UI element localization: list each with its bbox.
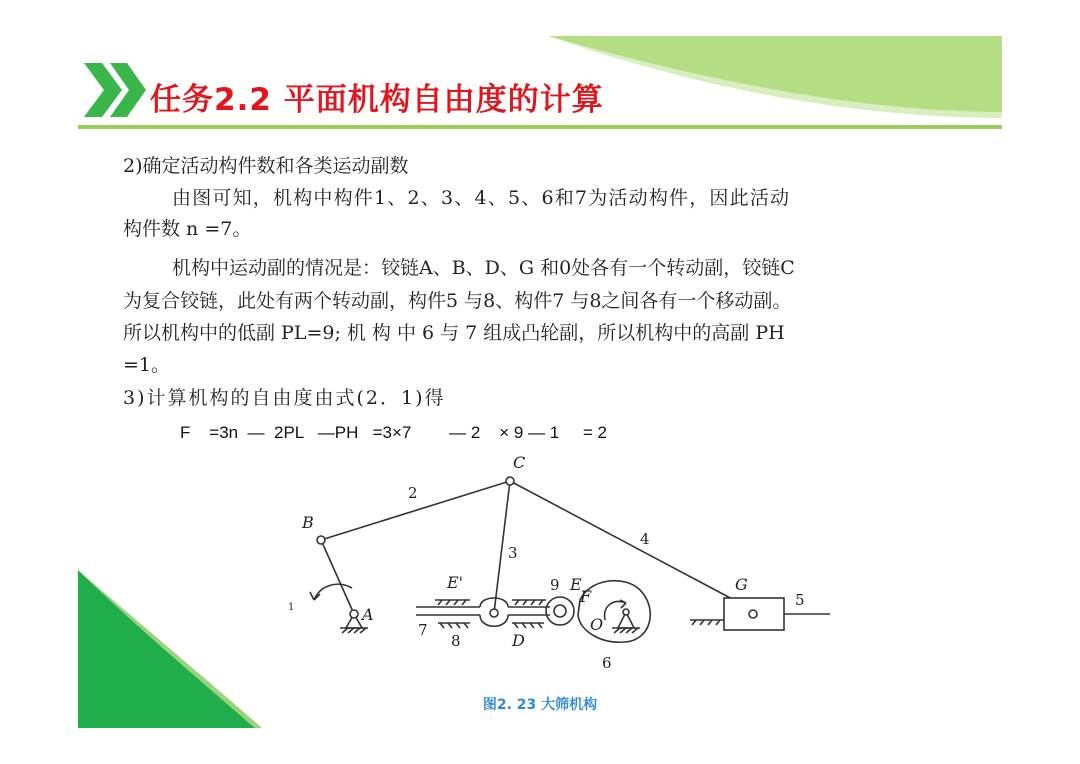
label-E-prime: E' bbox=[447, 573, 464, 592]
label-F: F bbox=[580, 587, 592, 606]
label-6: 6 bbox=[602, 654, 612, 672]
joint-G bbox=[749, 610, 757, 618]
label-C: C bbox=[513, 453, 526, 472]
page-title: 任务2.2 平面机构自由度的计算 bbox=[150, 82, 604, 118]
label-5: 5 bbox=[795, 591, 805, 609]
roller-9 bbox=[546, 597, 574, 625]
step2-heading: 2)确定活动构件数和各类运动副数 bbox=[123, 155, 409, 177]
double-chevron-icon bbox=[84, 63, 146, 117]
label-4: 4 bbox=[640, 530, 650, 548]
label-B: B bbox=[302, 513, 314, 532]
joint-D bbox=[490, 609, 498, 617]
link-1-crank bbox=[321, 540, 354, 614]
mechanism-diagram bbox=[280, 450, 840, 690]
label-D: D bbox=[512, 631, 525, 650]
label-7: 7 bbox=[418, 621, 428, 639]
paragraph-2-line-4: =1。 bbox=[123, 354, 171, 376]
title-divider bbox=[78, 125, 1002, 129]
paragraph-2-line-2: 为复合铰链，此处有两个转动副，构件5 与8、构件7 与8之间各有一个移动副。 bbox=[123, 290, 792, 312]
label-O: O bbox=[590, 615, 604, 634]
label-9: 9 bbox=[550, 576, 560, 594]
joint-A bbox=[350, 610, 358, 618]
link-4 bbox=[510, 481, 753, 610]
joint-C bbox=[506, 477, 514, 485]
joint-O bbox=[623, 609, 629, 615]
step3-heading: 3)计算机构的自由度由式(2．1)得 bbox=[123, 387, 446, 409]
paragraph-2-line-1: 机构中运动副的情况是：铰链A、B、D、G 和0处各有一个转动副，铰链C bbox=[172, 257, 795, 279]
dof-formula: F =3n — 2PL —PH =3×7 — 2 × 9 — 1 = 2 bbox=[180, 423, 607, 442]
corner-decoration bbox=[0, 570, 300, 764]
label-A: A bbox=[362, 605, 374, 624]
label-8: 8 bbox=[451, 632, 461, 650]
header-decoration bbox=[0, 0, 1080, 140]
paragraph-1-line-2: 构件数 n =7。 bbox=[123, 218, 252, 240]
label-1: 1 bbox=[288, 602, 295, 613]
figure-caption: 图2. 23 大筛机构 bbox=[482, 697, 598, 713]
paragraph-1-line-1: 由图可知，机构中构件1、2、3、4、5、6和7为活动构件，因此活动 bbox=[172, 187, 791, 209]
joint-B bbox=[317, 536, 325, 544]
label-3: 3 bbox=[508, 544, 518, 562]
label-G: G bbox=[735, 575, 748, 594]
label-2: 2 bbox=[408, 484, 418, 502]
paragraph-2-line-3: 所以机构中的低副 PL=9; 机 构 中 6 与 7 组成凸轮副，所以机构中的高副 PH bbox=[123, 322, 785, 344]
label-E: E bbox=[570, 575, 582, 594]
